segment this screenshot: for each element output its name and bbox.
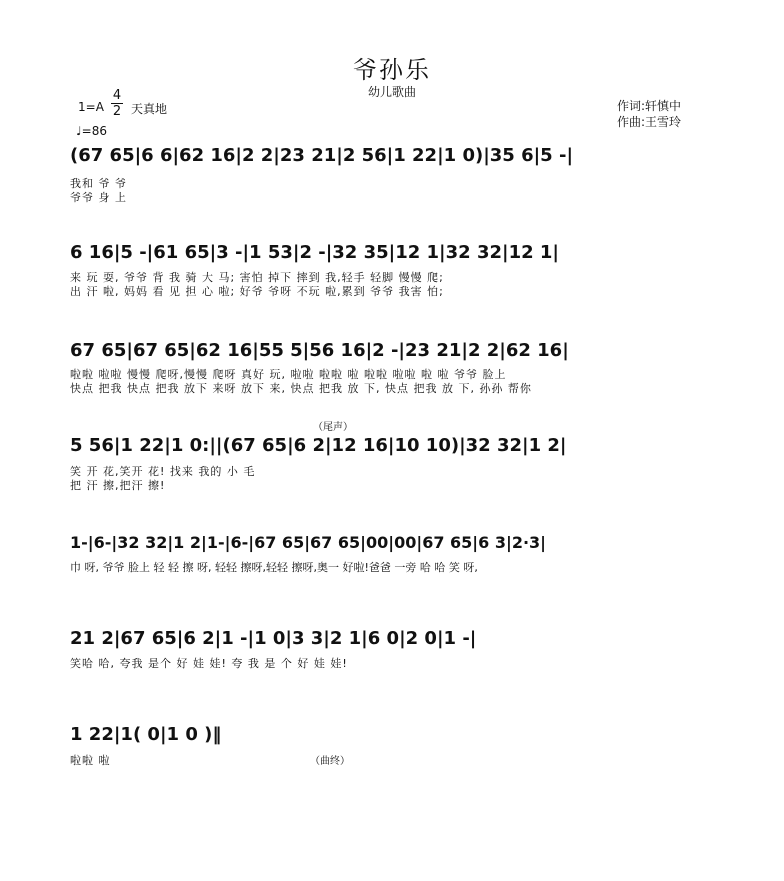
key-signature: 1=A	[78, 100, 104, 114]
composer-credit: 作曲:王雪玲	[617, 115, 682, 129]
notation: (67 65|6 6|62 16|2 2|23 21|2 56|1 22|1 0)|35 6|5 -|	[70, 145, 574, 166]
coda-tag: （尾声）	[313, 422, 353, 433]
lyric-verse-1: 笑哈 哈, 夸我 是个 好 娃 娃! 夸 我 是 个 好 娃 娃!	[70, 657, 348, 670]
lyric-verse-1: 来 玩 耍, 爷爷 背 我 骑 大 马; 害怕 掉下 摔到 我,轻手 轻脚 慢慢 爬;	[70, 271, 444, 284]
lyric-verse-1: 我和 爷 爷	[70, 177, 127, 190]
lyric-verse-2: 快点 把我 快点 把我 放下 来呀 放下 来, 快点 把我 放 下, 快点 把我 放 下, 孙孙 帮你	[70, 382, 532, 395]
notation: 5 56|1 22|1 0:||(67 65|6 2|12 16|10 10)|32 32|1 2|	[70, 435, 567, 456]
end-tag: （曲终）	[310, 756, 350, 767]
notation: 6 16|5 -|61 65|3 -|1 53|2 -|32 35|12 1|32 32|12 1|	[70, 242, 559, 263]
tempo-mark: ♩=86	[76, 124, 107, 138]
lyric-verse-1: 巾 呀, 爷爷 脸上 轻 轻 擦 呀, 轻轻 擦呀,轻轻 擦呀,奥一 好啦!爸爸 一旁 哈 哈 笑 呀,	[70, 561, 478, 574]
lyricist-credit: 作词:轩慎中	[617, 99, 682, 113]
meter-bottom: 2	[112, 104, 122, 119]
notation: 21 2|67 65|6 2|1 -|1 0|3 3|2 1|6 0|2 0|1 -|	[70, 628, 477, 649]
meter-top: 4	[112, 88, 122, 103]
notation: 1 22|1( 0|1 0 )‖	[70, 724, 222, 745]
lyric-verse-2: 爷爷 身 上	[70, 191, 127, 204]
page-title: 爷孙乐	[353, 56, 431, 84]
lyric-verse-2: 把 汗 擦,把汗 擦!	[70, 479, 166, 492]
lyric-verse-2: 出 汗 啦, 妈妈 看 见 担 心 啦; 好爷 爷呀 不玩 啦,累到 爷爷 我害 怕;	[70, 285, 444, 298]
lyric-verse-1: 啦啦 啦啦 慢慢 爬呀,慢慢 爬呀 真好 玩, 啦啦 啦啦 啦 啦啦 啦啦 啦 啦 爷爷 脸上	[70, 368, 507, 381]
lyric-verse-1: 啦啦 啦	[70, 754, 111, 767]
lyric-verse-1: 笑 开 花,笑开 花! 找来 我的 小 毛	[70, 465, 256, 478]
page-subtitle: 幼儿歌曲	[367, 85, 416, 99]
notation: 67 65|67 65|62 16|55 5|56 16|2 -|23 21|2 2|62 16|	[70, 340, 569, 361]
notation: 1-|6-|32 32|1 2|1-|6-|67 65|67 65|00|00|67 65|6 3|2·3|	[70, 533, 547, 552]
time-signature	[110, 88, 124, 119]
expression-mark: 天真地	[131, 102, 168, 116]
